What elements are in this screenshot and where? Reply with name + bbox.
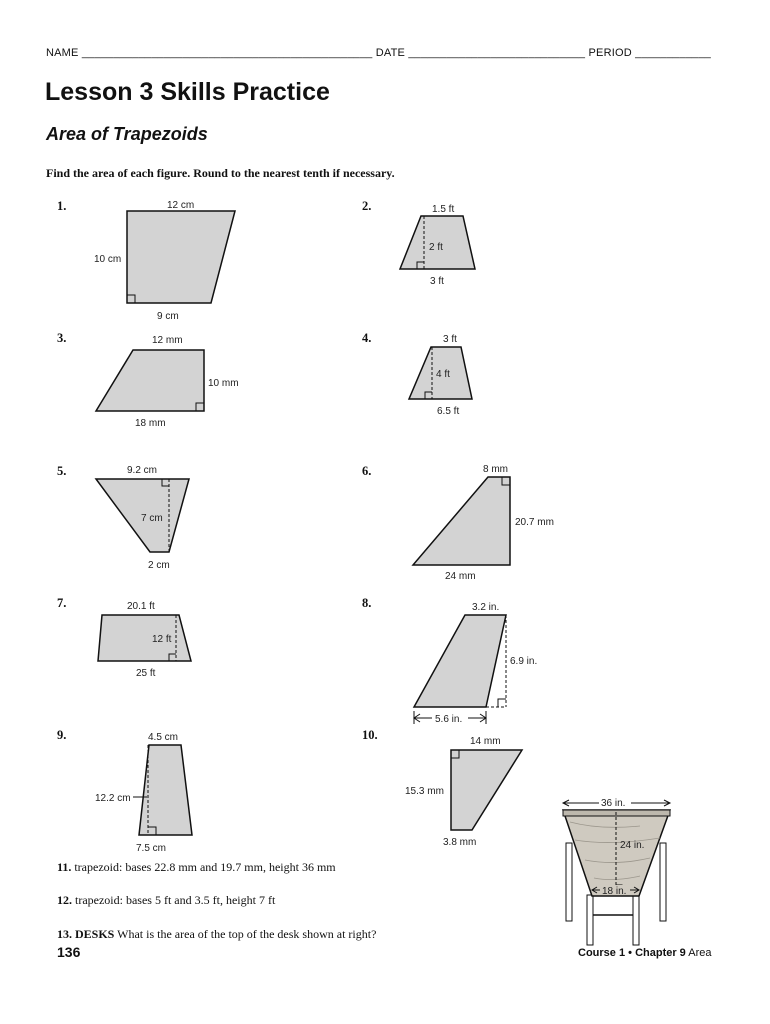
problem-number-5: 5. <box>57 464 67 478</box>
word-problem-13-text: What is the area of the top of the desk shown at right? <box>117 927 377 941</box>
fig7-bottom-label: 25 ft <box>136 668 156 679</box>
word-problem-12 <box>57 893 275 908</box>
fig1-height-label: 10 cm <box>94 254 122 265</box>
problem-number-4: 4. <box>362 331 372 345</box>
figure-9-trapezoid <box>95 732 192 854</box>
fig2-bottom-label: 3 ft <box>430 276 444 287</box>
course-name: Course 1 <box>578 947 626 959</box>
word-problem-11-text: trapezoid: bases 22.8 mm and 19.7 mm, height 36 mm <box>74 860 336 874</box>
name-line: ______________________________________________ <box>81 47 373 59</box>
word-problem-13-number: 13. <box>57 927 72 941</box>
fig10-bottom-label: 3.8 mm <box>443 837 477 848</box>
fig9-bottom-label: 7.5 cm <box>136 843 167 854</box>
problem-number-9: 9. <box>57 728 67 742</box>
figure-5-trapezoid <box>96 465 189 571</box>
word-problem-12-number: 12. <box>57 893 72 907</box>
problem-number-6: 6. <box>362 464 372 478</box>
figure-1-trapezoid <box>94 200 235 322</box>
fig3-top-label: 12 mm <box>152 335 183 346</box>
figure-7-trapezoid <box>98 601 191 679</box>
fig4-height-label: 4 ft <box>436 369 450 380</box>
word-problem-12-text: trapezoid: bases 5 ft and 3.5 ft, height 7 ft <box>75 893 276 907</box>
fig6-top-label: 8 mm <box>483 464 508 475</box>
chapter-name: Chapter 9 <box>635 947 686 959</box>
problem-number-2: 2. <box>362 199 372 213</box>
course-footer <box>578 947 712 959</box>
name-label: NAME <box>46 47 79 59</box>
fig2-top-label: 1.5 ft <box>432 204 455 215</box>
fig5-bottom-label: 2 cm <box>148 560 170 571</box>
date-line: ____________________________ <box>408 47 586 59</box>
fig8-top-label: 3.2 in. <box>472 602 500 613</box>
figure-3-trapezoid <box>96 335 239 429</box>
fig10-height-label: 15.3 mm <box>405 786 444 797</box>
page-number: 136 <box>57 944 81 960</box>
period-line: ____________ <box>635 47 711 59</box>
problem-number-10: 10. <box>362 728 378 742</box>
desk-height-label: 24 in. <box>620 840 645 851</box>
topic-name: Area <box>688 947 712 959</box>
fig9-top-label: 4.5 cm <box>148 732 179 743</box>
page-subtitle: Area of Trapezoids <box>46 124 208 144</box>
word-problem-11 <box>57 860 336 875</box>
problem-number-7: 7. <box>57 596 67 610</box>
footer-bullet: • <box>628 947 632 959</box>
fig7-top-label: 20.1 ft <box>127 601 155 612</box>
fig5-top-label: 9.2 cm <box>127 465 158 476</box>
fig8-height-label: 6.9 in. <box>510 656 538 667</box>
figure-6-trapezoid <box>413 464 554 582</box>
fig8-bottom-label: 5.6 in. <box>435 714 463 725</box>
figure-2-trapezoid <box>400 204 475 287</box>
word-problem-13-keyword: DESKS <box>75 927 115 941</box>
word-problem-11-number: 11. <box>57 860 72 874</box>
figure-8-trapezoid <box>414 602 537 725</box>
fig1-bottom-label: 9 cm <box>157 311 179 322</box>
fig3-height-label: 10 mm <box>208 378 239 389</box>
figure-4-trapezoid <box>409 334 472 417</box>
page-title: Lesson 3 Skills Practice <box>45 78 330 106</box>
fig3-bottom-label: 18 mm <box>135 418 166 429</box>
fig6-height-label: 20.7 mm <box>515 517 554 528</box>
fig1-top-label: 12 cm <box>167 200 195 211</box>
desk-illustration <box>563 797 670 945</box>
fig6-bottom-label: 24 mm <box>445 571 476 582</box>
problem-number-8: 8. <box>362 596 372 610</box>
fig10-top-label: 14 mm <box>470 736 501 747</box>
instructions: Find the area of each figure. Round to the nearest tenth if necessary. <box>46 166 395 180</box>
figure-10-trapezoid <box>405 736 522 848</box>
fig5-height-label: 7 cm <box>141 513 163 524</box>
fig4-top-label: 3 ft <box>443 334 457 345</box>
word-problem-13 <box>57 927 376 942</box>
problem-number-1: 1. <box>57 199 67 213</box>
fig9-height-label: 12.2 cm <box>95 793 131 804</box>
fig2-height-label: 2 ft <box>429 242 443 253</box>
desk-bottom-label: 18 in. <box>602 886 627 897</box>
fig4-bottom-label: 6.5 ft <box>437 406 460 417</box>
desk-top-label: 36 in. <box>601 798 626 809</box>
fig7-height-label: 12 ft <box>152 634 172 645</box>
period-label: PERIOD <box>588 47 632 59</box>
date-label: DATE <box>375 47 406 59</box>
problem-number-3: 3. <box>57 331 67 345</box>
